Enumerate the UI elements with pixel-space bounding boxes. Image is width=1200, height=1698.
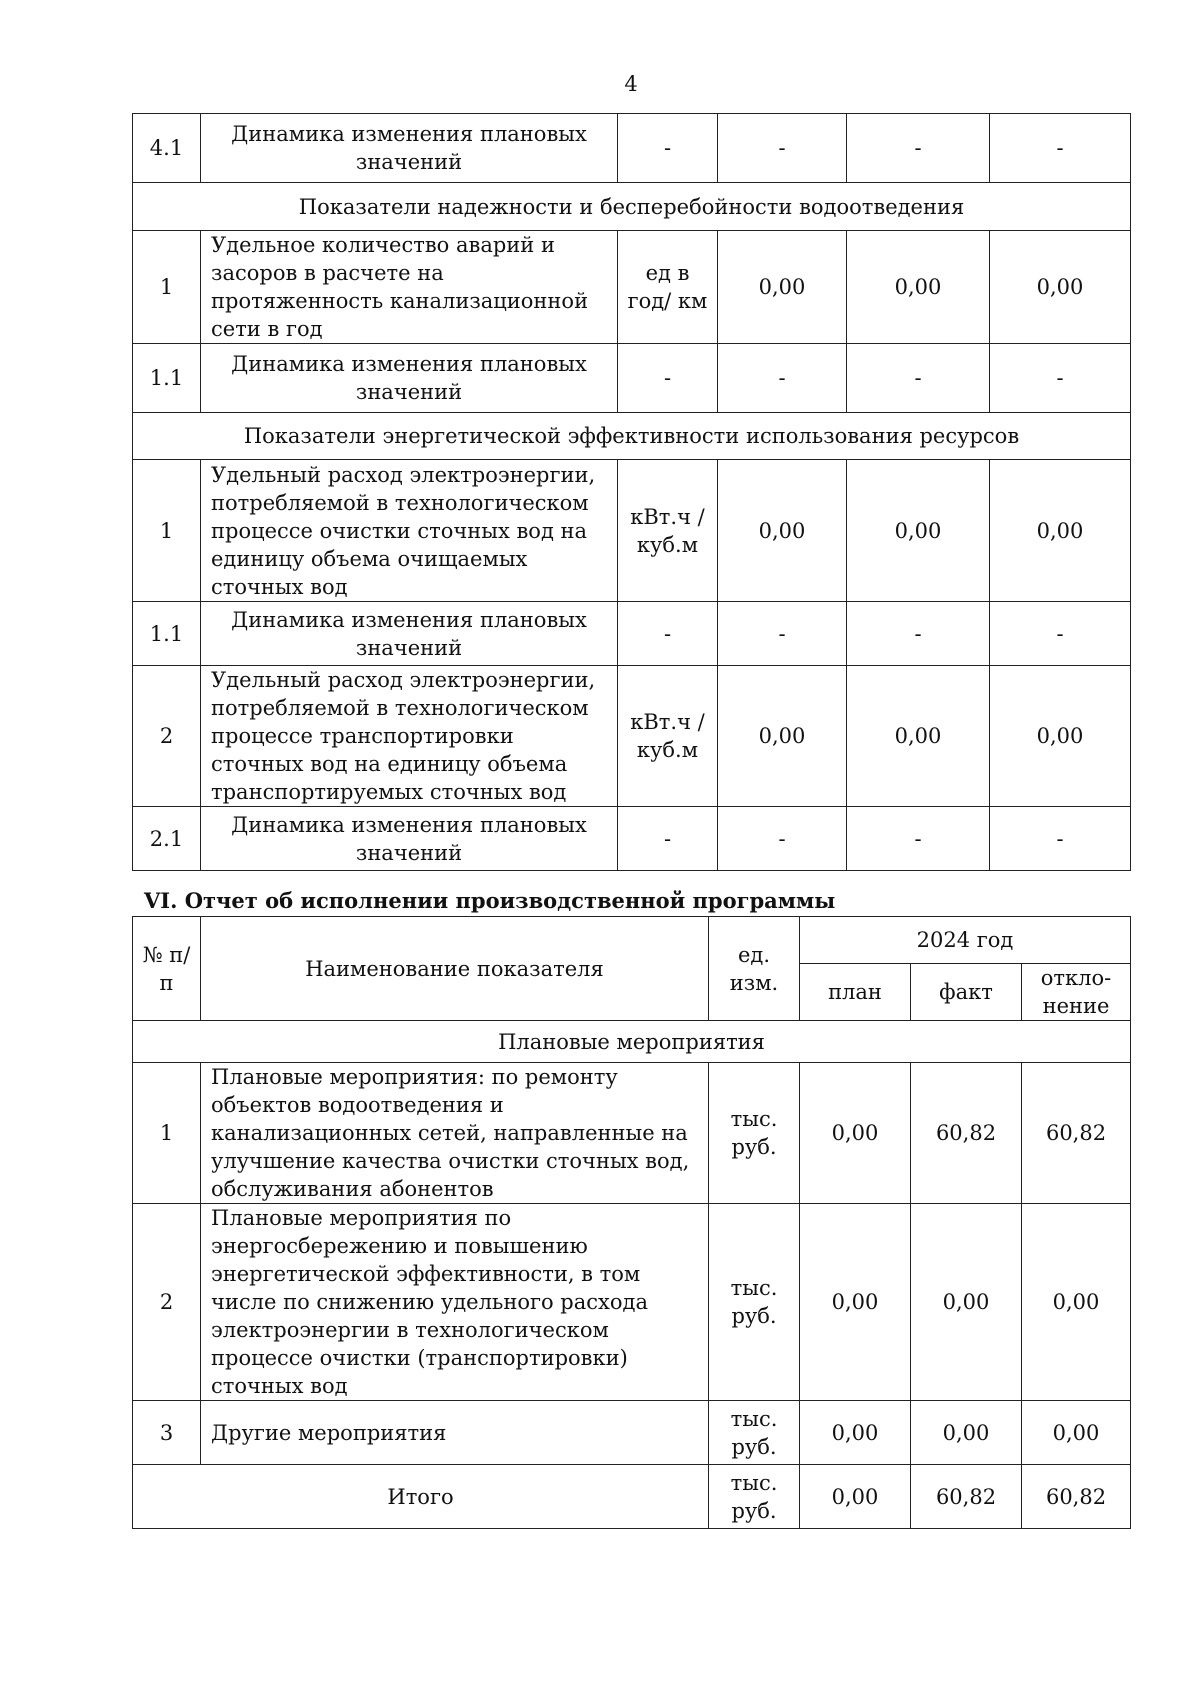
row-number: 1	[133, 231, 201, 344]
table-row	[133, 460, 1131, 602]
section-row	[133, 1021, 1131, 1063]
plan-cell: 0,00	[800, 1063, 911, 1204]
value-cell: 0,00	[990, 231, 1131, 344]
header-plan: план	[800, 964, 911, 1021]
value-cell: -	[847, 114, 990, 183]
header-deviation: откло-нение	[1022, 964, 1131, 1021]
row-number: 2	[133, 1204, 201, 1401]
unit-cell: ед в год/ км	[618, 231, 718, 344]
value-cell: 0,00	[847, 666, 990, 807]
value-cell: 0,00	[718, 231, 847, 344]
indicator-name: Динамика изменения плановых значений	[201, 602, 618, 666]
table-row	[133, 602, 1131, 666]
unit-cell: тыс. руб.	[709, 1465, 800, 1529]
indicator-name: Удельный расход электроэнергии, потребляемой в технологическом процессе транспортировки сточных вод на единицу объема транспортируемых сточных вод	[201, 666, 618, 807]
table-row	[133, 807, 1131, 871]
value-cell: -	[990, 344, 1131, 413]
deviation-cell: 60,82	[1022, 1465, 1131, 1529]
unit-cell: -	[618, 602, 718, 666]
row-number: 2	[133, 666, 201, 807]
value-cell: -	[990, 807, 1131, 871]
table-row	[133, 1204, 1131, 1401]
unit-cell: тыс. руб.	[709, 1204, 800, 1401]
fact-cell: 60,82	[911, 1465, 1022, 1529]
header-number: № п/п	[133, 917, 201, 1021]
section-title: Показатели энергетической эффективности использования ресурсов	[133, 413, 1131, 460]
deviation-cell: 60,82	[1022, 1063, 1131, 1204]
value-cell: 0,00	[718, 460, 847, 602]
row-number: 1.1	[133, 602, 201, 666]
activity-name: Плановые мероприятия по энергосбережению и повышению энергетической эффективности, в том числе по снижению удельного расхода электроэнергии в технологическом процессе очистки (транспортировки) сточных вод	[201, 1204, 709, 1401]
plan-cell: 0,00	[800, 1465, 911, 1529]
indicator-name: Удельный расход электроэнергии, потребляемой в технологическом процессе очистки сточных вод на единицу объема очищаемых сточных вод	[201, 460, 618, 602]
section-title: Плановые мероприятия	[133, 1021, 1131, 1063]
plan-cell: 0,00	[800, 1204, 911, 1401]
row-number: 1	[133, 1063, 201, 1204]
table-row	[133, 231, 1131, 344]
report-section-title: VI. Отчет об исполнении производственной программы	[144, 888, 836, 913]
unit-cell: -	[618, 807, 718, 871]
value-cell: -	[718, 807, 847, 871]
value-cell: 0,00	[990, 666, 1131, 807]
activity-name: Плановые мероприятия: по ремонту объектов водоотведения и канализационных сетей, направленные на улучшение качества очистки сточных вод, обслуживания абонентов	[201, 1063, 709, 1204]
value-cell: -	[990, 602, 1131, 666]
unit-cell: кВт.ч / куб.м	[618, 460, 718, 602]
unit-cell: тыс. руб.	[709, 1401, 800, 1465]
indicator-name: Динамика изменения плановых значений	[201, 807, 618, 871]
unit-cell: -	[618, 344, 718, 413]
header-year: 2024 год	[800, 917, 1131, 964]
section-row	[133, 183, 1131, 231]
section-title: Показатели надежности и бесперебойности водоотведения	[133, 183, 1131, 231]
unit-cell: -	[618, 114, 718, 183]
table-row	[133, 1063, 1131, 1204]
value-cell: -	[847, 602, 990, 666]
value-cell: -	[718, 344, 847, 413]
program-report-table	[132, 916, 1131, 1529]
table-header-row	[133, 917, 1131, 964]
plan-cell: 0,00	[800, 1401, 911, 1465]
value-cell: -	[718, 602, 847, 666]
value-cell: -	[718, 114, 847, 183]
unit-cell: тыс. руб.	[709, 1063, 800, 1204]
fact-cell: 0,00	[911, 1401, 1022, 1465]
section-row	[133, 413, 1131, 460]
value-cell: 0,00	[718, 666, 847, 807]
row-number: 3	[133, 1401, 201, 1465]
deviation-cell: 0,00	[1022, 1204, 1131, 1401]
row-number: 4.1	[133, 114, 201, 183]
row-number: 1.1	[133, 344, 201, 413]
indicators-table	[132, 113, 1131, 871]
activity-name: Другие мероприятия	[201, 1401, 709, 1465]
value-cell: -	[990, 114, 1131, 183]
page-number: 4	[624, 72, 638, 96]
unit-cell: кВт.ч / куб.м	[618, 666, 718, 807]
total-row	[133, 1465, 1131, 1529]
value-cell: -	[847, 344, 990, 413]
value-cell: -	[847, 807, 990, 871]
row-number: 2.1	[133, 807, 201, 871]
value-cell: 0,00	[990, 460, 1131, 602]
value-cell: 0,00	[847, 231, 990, 344]
header-name: Наименование показателя	[201, 917, 709, 1021]
indicator-name: Удельное количество аварий и засоров в расчете на протяженность канализационной сети в год	[201, 231, 618, 344]
table-row	[133, 344, 1131, 413]
row-number: 1	[133, 460, 201, 602]
fact-cell: 60,82	[911, 1063, 1022, 1204]
total-label: Итого	[133, 1465, 709, 1529]
header-unit: ед. изм.	[709, 917, 800, 1021]
value-cell: 0,00	[847, 460, 990, 602]
header-fact: факт	[911, 964, 1022, 1021]
table-row	[133, 666, 1131, 807]
table-row	[133, 1401, 1131, 1465]
deviation-cell: 0,00	[1022, 1401, 1131, 1465]
indicator-name: Динамика изменения плановых значений	[201, 344, 618, 413]
table-row	[133, 114, 1131, 183]
indicator-name: Динамика изменения плановых значений	[201, 114, 618, 183]
fact-cell: 0,00	[911, 1204, 1022, 1401]
